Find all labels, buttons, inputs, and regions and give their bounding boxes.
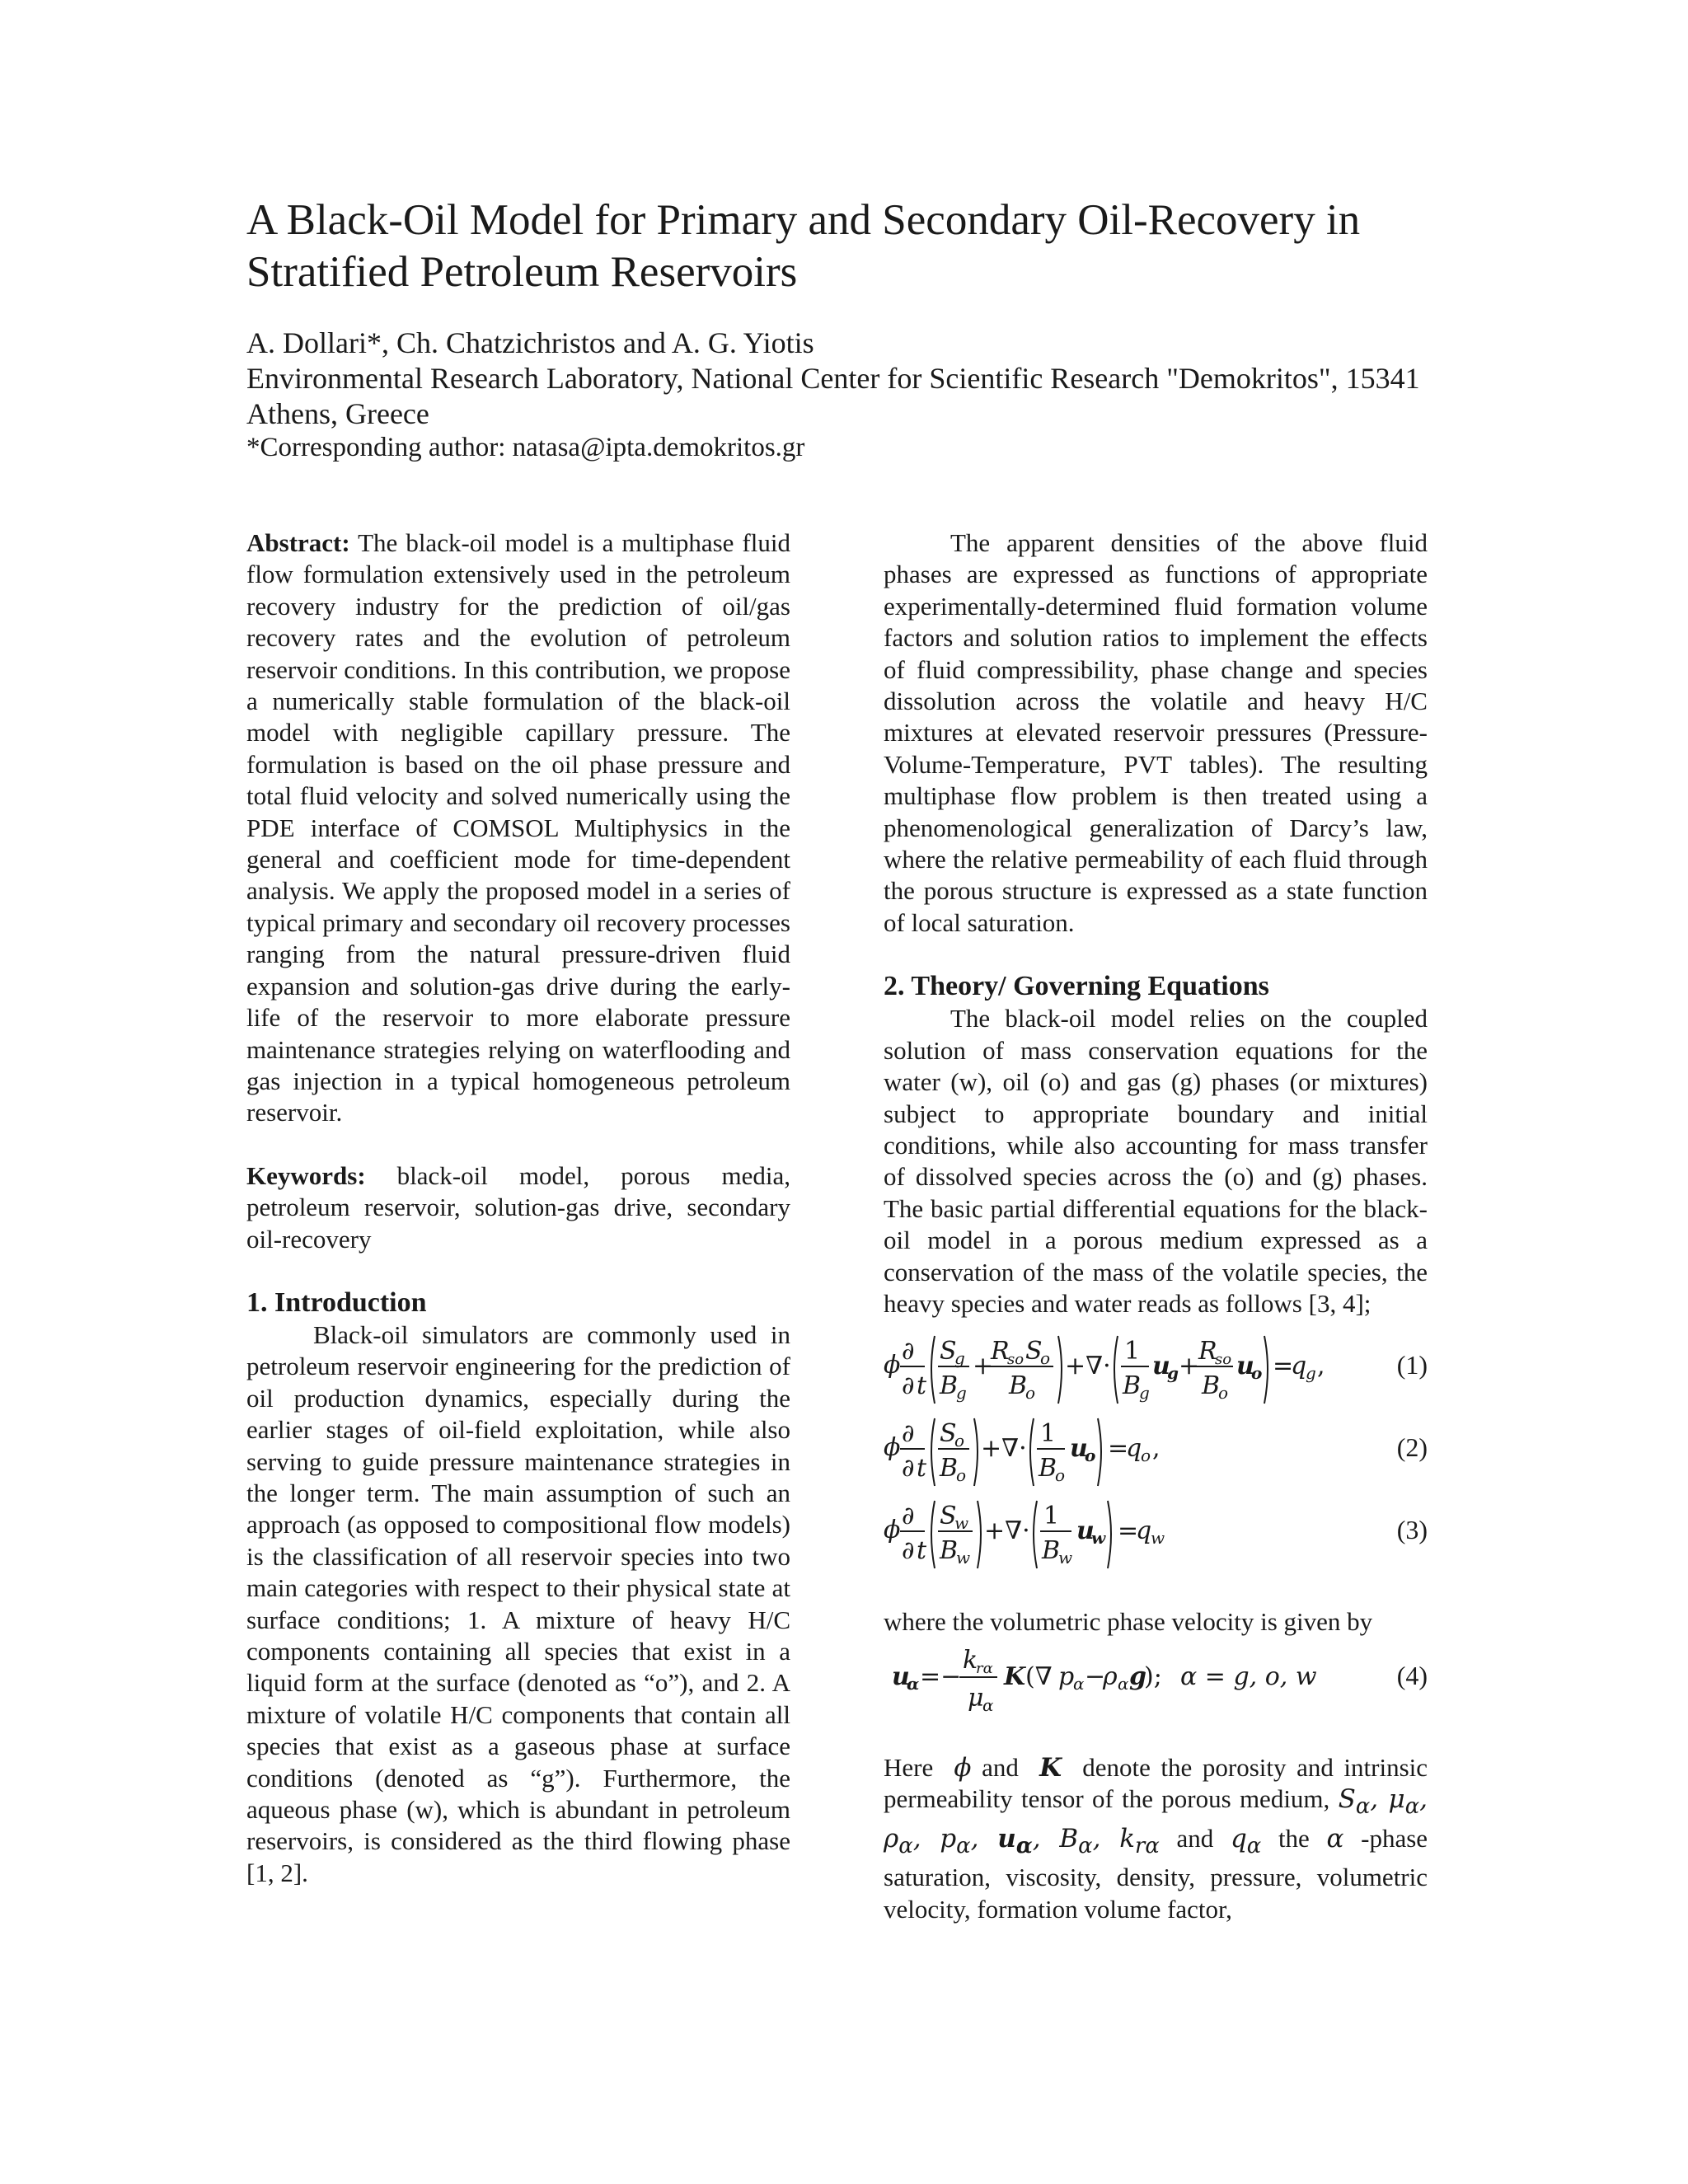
svg-text:u: u <box>1070 1434 1088 1464</box>
svg-text:α: α <box>1073 1673 1085 1694</box>
svg-text:B: B <box>1009 1371 1028 1401</box>
svg-text:o: o <box>1025 1383 1036 1404</box>
svg-text:t: t <box>917 1371 927 1401</box>
svg-text:+: + <box>973 1352 994 1381</box>
symbols-paragraph <box>884 1752 1428 1925</box>
here-text-4: and <box>1176 1823 1214 1853</box>
densities-paragraph: The apparent densities of the above fluid phases are expressed as functions of appropriate experimentally-determined fluid formation volume factors and solution ratios to implement the effects of fluid compressibility, phase change and species dissolution across the volatile and heavy H/C mixtures at elevated reservoir pressures (Pressure-Volume-Temperature, PVT tables). The resulting multiphase flow problem is then treated using a phenomenological generalization of Darcy’s law, where the relative permeability of each fluid through the porous structure is expressed as a state function of local saturation. <box>884 528 1428 937</box>
svg-text:g: g <box>956 1383 967 1404</box>
svg-text:so: so <box>1215 1351 1232 1369</box>
svg-text:α: α <box>907 1673 920 1694</box>
svg-text:+∇·: +∇· <box>981 1434 1027 1464</box>
k-symbol: K <box>1039 1752 1062 1783</box>
keywords-text: black-oil model, porous media, petroleum reservoir, solution-gas drive, secondary oil-recovery <box>246 1160 791 1254</box>
svg-text:=: = <box>1118 1516 1139 1546</box>
svg-text:w: w <box>954 1513 969 1534</box>
svg-text:o: o <box>1055 1465 1066 1486</box>
svg-text:B: B <box>1042 1536 1061 1566</box>
svg-text:∂: ∂ <box>902 1419 915 1449</box>
here-text-6: -phase saturation, viscosity, density, pressure, volumetric velocity, formation volume factor, <box>884 1823 1428 1924</box>
svg-text:B: B <box>940 1371 959 1401</box>
equation-2-graphic <box>884 1410 1279 1493</box>
svg-text:S: S <box>940 1502 957 1531</box>
svg-text:R: R <box>991 1337 1010 1366</box>
svg-text:q: q <box>1136 1516 1152 1546</box>
right-column <box>884 527 1428 1925</box>
keywords-label: Keywords: <box>246 1160 366 1190</box>
theory-text: The black-oil model relies on the coupled solution of mass conservation equations for the water (w), oil (o) and gas (g) phases (or mixtures) subject to appropriate boundary and initial conditions, while also accounting for mass transfer of dissolved species across the (o) and (g) phases. The basic partial differential equations for the black-oil model in a porous medium expressed as a conservation of the mass of the volatile species, the heavy species and water reads as follows [3, 4]; <box>884 1004 1428 1318</box>
svg-text:1: 1 <box>1043 1502 1060 1531</box>
introduction-heading: 1. Introduction <box>246 1286 427 1318</box>
equation-3-number: (3) <box>1396 1515 1428 1545</box>
svg-text:B: B <box>1123 1371 1142 1401</box>
svg-text:w: w <box>956 1548 971 1568</box>
svg-text:k: k <box>963 1645 978 1675</box>
svg-text:S: S <box>940 1337 957 1366</box>
q-alpha-symbol: $q_\alpha$ <box>1230 1823 1262 1858</box>
svg-text:q: q <box>1291 1352 1307 1381</box>
svg-text:+: + <box>1179 1352 1200 1381</box>
svg-text:=: = <box>1273 1352 1294 1381</box>
svg-text:o: o <box>1141 1446 1151 1466</box>
svg-text:,: , <box>1317 1352 1325 1381</box>
svg-text:t: t <box>917 1536 927 1566</box>
svg-text:ϕ: ϕ <box>884 1516 901 1545</box>
corresponding-author: *Corresponding author: natasa@ipta.demokritos.gr <box>246 433 805 462</box>
svg-text:o: o <box>1085 1446 1096 1466</box>
equation-2 <box>884 1410 1428 1493</box>
svg-text:g: g <box>1306 1363 1316 1384</box>
svg-text:p: p <box>1058 1661 1075 1691</box>
svg-text:u: u <box>1152 1352 1170 1381</box>
abstract <box>246 527 790 1129</box>
svg-text:∂: ∂ <box>902 1536 915 1566</box>
svg-text:−: − <box>1085 1661 1106 1691</box>
equation-1-number: (1) <box>1396 1350 1428 1380</box>
svg-text:=: = <box>1108 1434 1129 1464</box>
svg-text:ϕ: ϕ <box>884 1351 901 1380</box>
abstract-label: Abstract: <box>246 528 350 557</box>
abstract-text: The black-oil model is a multiphase fluid flow formulation extensively used in the petroleum recovery industry for the prediction of oil/gas recovery rates and the evolution of petroleum reservoir conditions. In this contribution, we propose a numerically stable formulation of the black-oil model with negligible capillary pressure. The formulation is based on the oil phase pressure and total fluid velocity and solved numerically using the PDE interface of COMSOL Multiphysics in the general and coefficient mode for time-dependent analysis. We apply the proposed model in a series of typical primary and secondary oil recovery processes ranging from the natural pressure-driven fluid expansion and solution-gas drive during the early-life of the reservoir to more elaborate pressure maintenance strategies relying on waterflooding and gas injection in a typical homogeneous petroleum reservoir. <box>246 528 790 1127</box>
here-text-2: and <box>982 1752 1019 1782</box>
svg-text:∂: ∂ <box>902 1454 915 1483</box>
svg-text:α: α <box>1118 1673 1129 1694</box>
svg-text:+∇·: +∇· <box>984 1516 1030 1546</box>
svg-text:q: q <box>1126 1434 1142 1464</box>
left-column <box>246 527 790 1889</box>
svg-text:μ: μ <box>968 1683 984 1713</box>
velocity-intro: where the volumetric phase velocity is given by <box>884 1607 1373 1637</box>
svg-text:o: o <box>1040 1348 1051 1369</box>
svg-text:w: w <box>1151 1528 1165 1549</box>
svg-text:B: B <box>940 1536 959 1566</box>
equation-2-number: (2) <box>1396 1432 1428 1463</box>
equation-3 <box>884 1493 1428 1575</box>
svg-text:o: o <box>1251 1363 1263 1384</box>
svg-text:S: S <box>940 1419 957 1449</box>
equation-3-graphic <box>884 1493 1279 1575</box>
here-text-3: denote the porosity and intrinsic permeability tensor of the porous medium, <box>884 1752 1428 1814</box>
equation-4 <box>884 1638 1428 1721</box>
phi-symbol: ϕ <box>954 1752 972 1783</box>
svg-text:α = g, o, w: α = g, o, w <box>1180 1661 1317 1691</box>
svg-text:1: 1 <box>1040 1419 1057 1449</box>
svg-text:,: , <box>1152 1434 1160 1464</box>
svg-text:o: o <box>956 1465 967 1486</box>
svg-text:o: o <box>1218 1383 1229 1404</box>
alpha-quantities: $S_\alpha$, $\mu_\alpha$, $\rho_\alpha$, $p_\alpha$, $u_\alpha$, $B_\alpha$, $k_{r\alpha}$ <box>884 1784 1428 1858</box>
svg-text:ρ: ρ <box>1103 1661 1118 1691</box>
alpha-symbol: α <box>1326 1823 1344 1854</box>
svg-text:B: B <box>940 1454 959 1483</box>
svg-text:α: α <box>982 1694 994 1715</box>
svg-text:u: u <box>892 1661 910 1691</box>
svg-text:B: B <box>1039 1454 1057 1483</box>
svg-text:∂: ∂ <box>902 1337 915 1366</box>
svg-text:o: o <box>954 1431 965 1451</box>
equation-4-number: (4) <box>1396 1660 1428 1690</box>
svg-text:R: R <box>1198 1337 1217 1366</box>
svg-text:);: ); <box>1144 1661 1162 1691</box>
svg-text:g: g <box>1139 1383 1150 1404</box>
equation-4-graphic <box>884 1638 1362 1721</box>
svg-text:so: so <box>1007 1351 1025 1369</box>
svg-text:∂: ∂ <box>902 1371 915 1401</box>
svg-text:u: u <box>1236 1352 1254 1381</box>
here-text-5: the <box>1278 1823 1310 1853</box>
equation-1-graphic <box>884 1328 1362 1410</box>
svg-text:B: B <box>1202 1371 1221 1401</box>
svg-text:=−: =− <box>920 1661 962 1691</box>
svg-text:∂: ∂ <box>902 1502 915 1531</box>
paper-title: A Black-Oil Model for Primary and Secondary Oil-Recovery in Stratified Petroleum Reservoirs <box>246 196 1361 296</box>
svg-text:t: t <box>917 1454 927 1483</box>
svg-text:1: 1 <box>1124 1337 1141 1366</box>
introduction-text: Black-oil simulators are commonly used in petroleum reservoir engineering for the prediction of oil production dynamics, especially during the earlier stages of oil-field exploitation, while also serving to guide pressure maintenance strategies in the longer term. The main assumption of such an approach (as opposed to compositional flow models) is the classification of all reservoir species into two main categories with respect to their physical state at surface conditions; 1. A mixture of heavy H/C components containing all species that exist in a liquid form at the surface (denoted as “o”), and 2. A mixture of volatile H/C components that contain all species that exist as a gaseous phase at surface conditions (denoted as “g”). Furthermore, the aqueous phase (w), which is abundant in petroleum reservoirs, is considered as the third flowing phase [1, 2]. <box>246 1319 790 1887</box>
svg-text:u: u <box>1076 1516 1095 1546</box>
svg-text:g: g <box>1167 1363 1179 1384</box>
here-text-1: Here <box>884 1752 934 1782</box>
svg-text:+∇·: +∇· <box>1065 1352 1111 1381</box>
authors: A. Dollari*, Ch. Chatzichristos and A. G. Yiotis <box>246 326 814 359</box>
svg-text:(∇: (∇ <box>1025 1661 1053 1691</box>
svg-text:S: S <box>1025 1337 1043 1366</box>
svg-text:K: K <box>1004 1661 1026 1691</box>
theory-heading: 2. Theory/ Governing Equations <box>884 971 1269 1002</box>
svg-text:w: w <box>1091 1528 1106 1549</box>
affiliation: Environmental Research Laboratory, National Center for Scientific Research "Demokritos", 15341 Athens, Greece <box>246 362 1420 430</box>
svg-text:rα: rα <box>976 1659 993 1677</box>
svg-text:g: g <box>954 1348 965 1369</box>
equation-1 <box>884 1328 1428 1410</box>
svg-text:g: g <box>1129 1661 1146 1691</box>
svg-text:w: w <box>1058 1548 1073 1568</box>
svg-text:ϕ: ϕ <box>884 1433 901 1463</box>
keywords <box>246 1160 790 1255</box>
